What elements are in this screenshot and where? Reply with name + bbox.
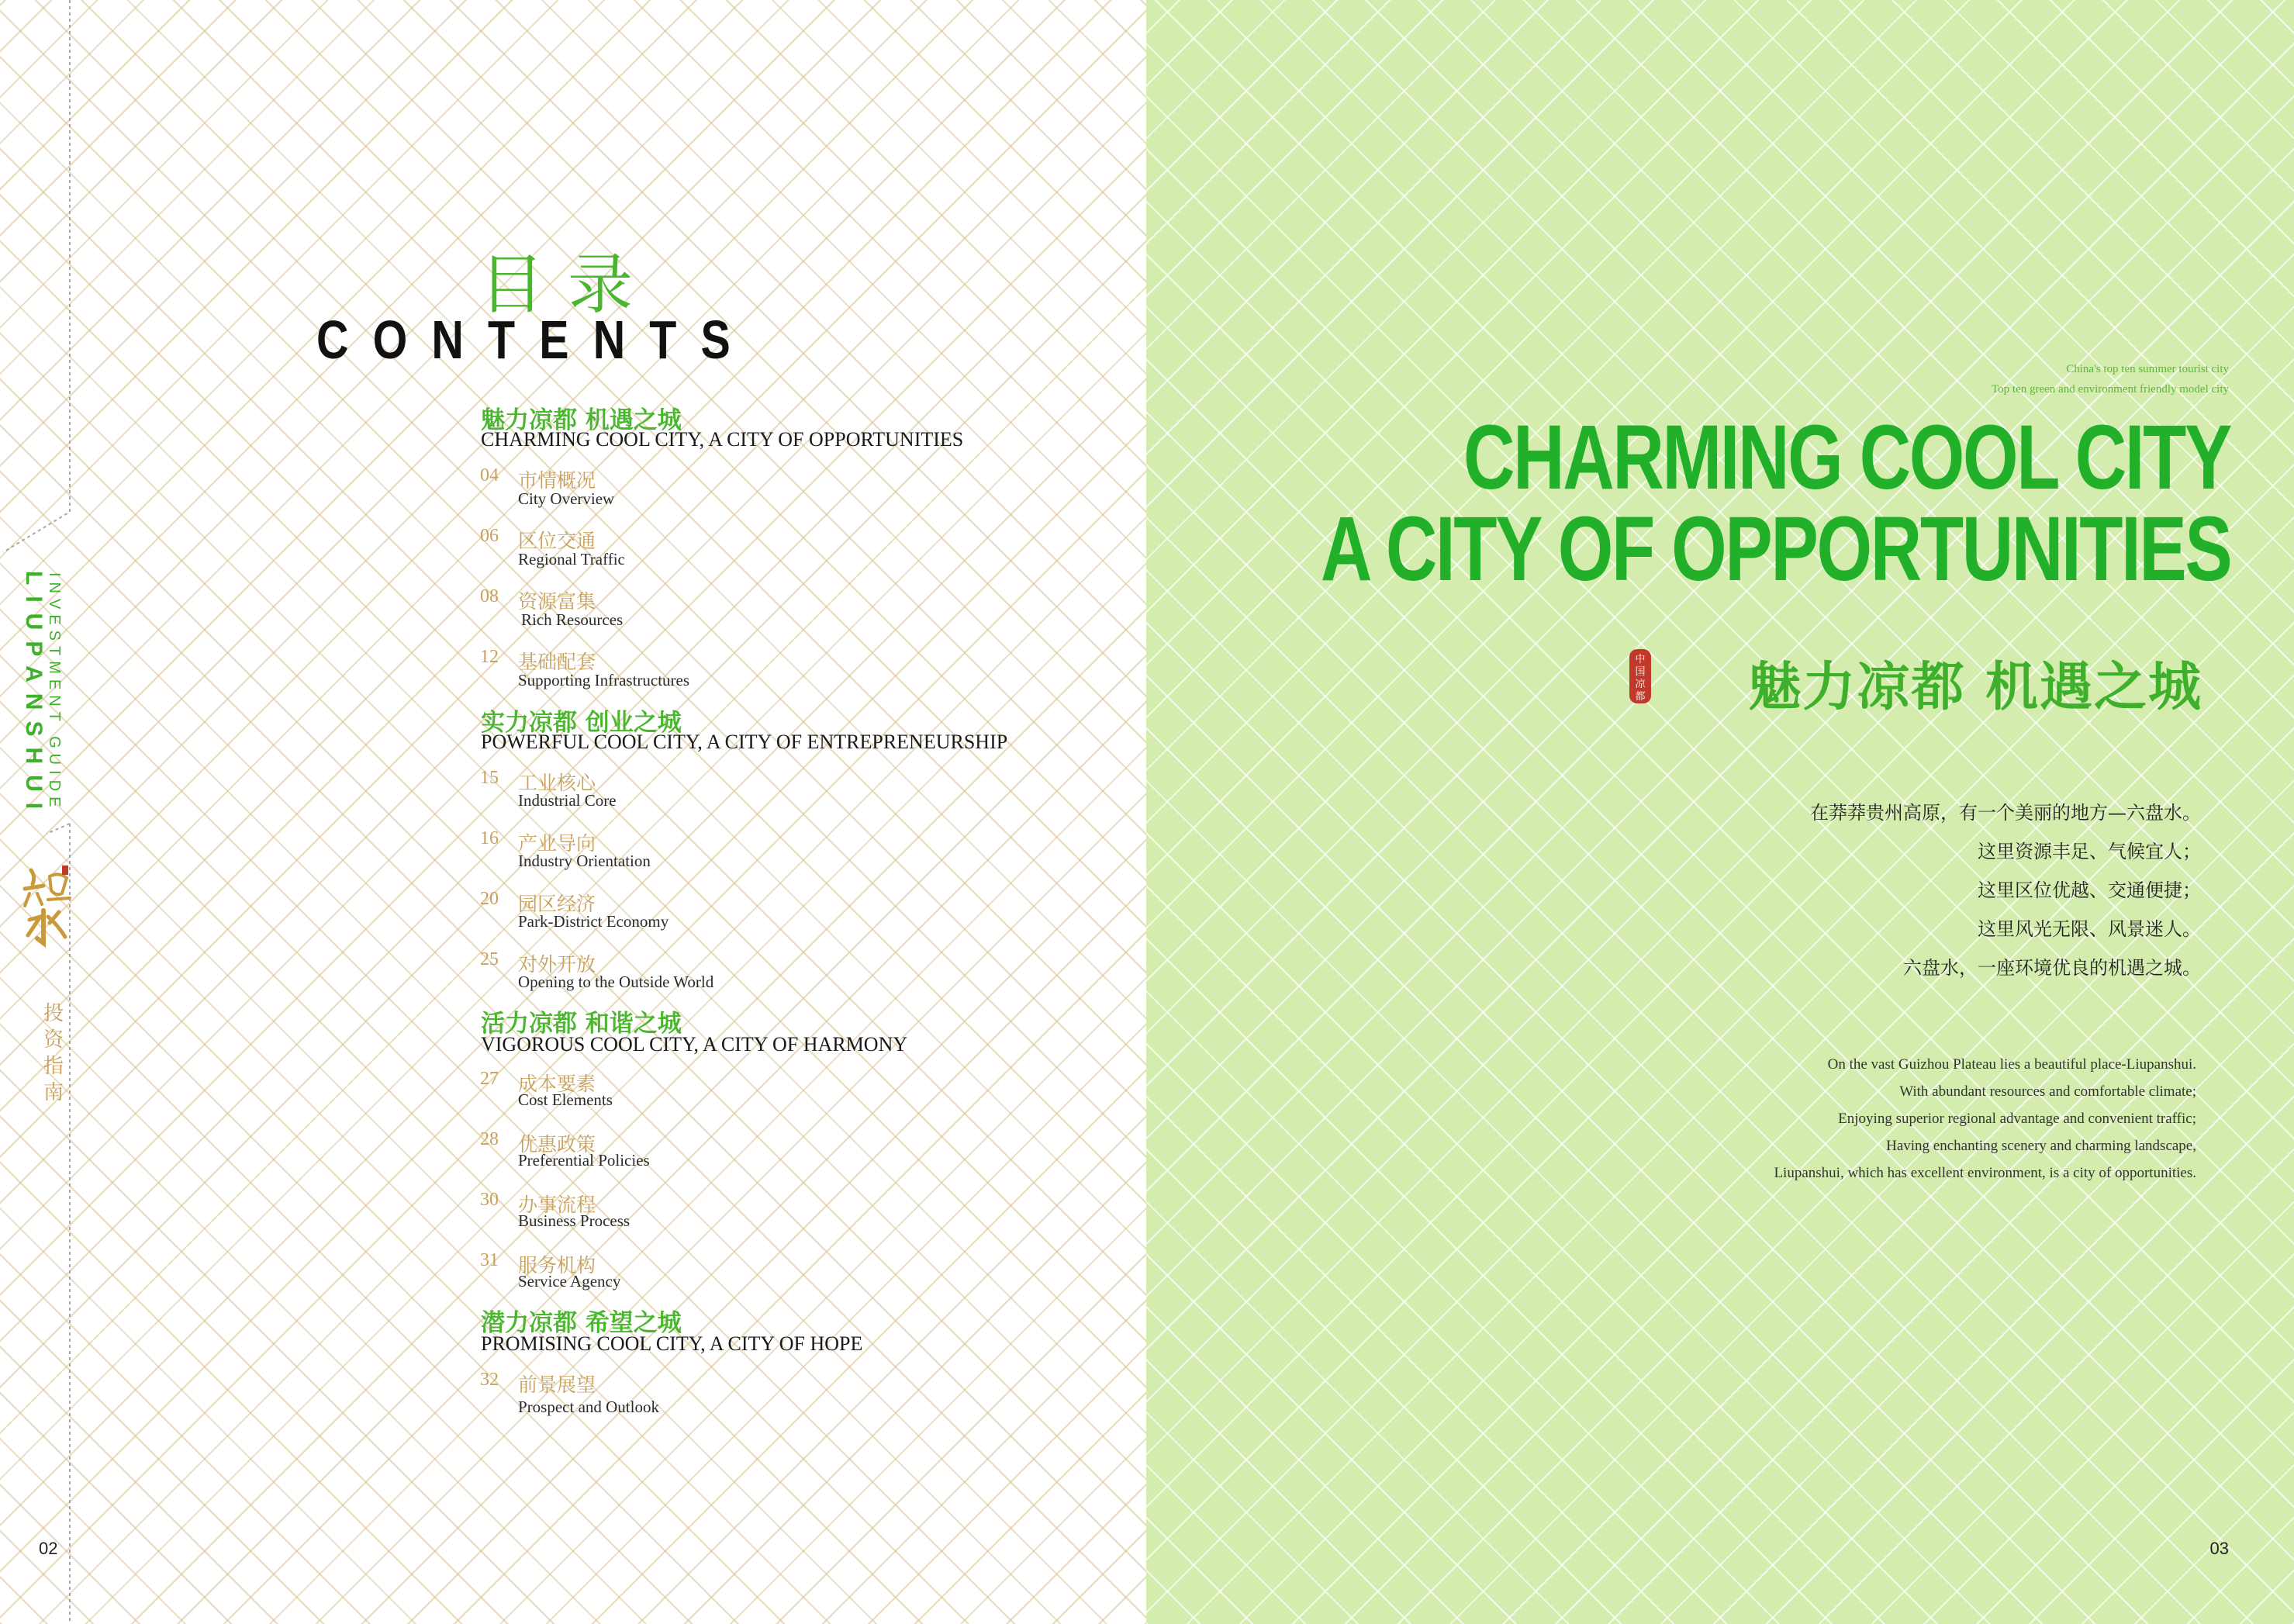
section-title-cn[interactable]: 潜力凉都 希望之城 [481,1309,682,1337]
intro-cn-line: 这里资源丰足、气候宜人； [1978,841,2201,862]
intro-en-line: On the vast Guizhou Plateau lies a beautiful place-Liupanshui. [1827,1056,2196,1073]
toc-item-cn[interactable]: 优惠政策 [518,1133,596,1156]
toc-item-cn[interactable]: 前景展望 [518,1373,596,1396]
section-title-en[interactable]: PROMISING COOL CITY, A CITY OF HOPE [481,1332,863,1355]
headline-line-1: CHARMING COOL CITY [1463,406,2230,509]
section-title-cn[interactable]: 魅力凉都 机遇之城 [481,406,682,434]
toc-item-en[interactable]: Industry Orientation [518,852,651,870]
toc-item-cn[interactable]: 园区经济 [518,893,596,915]
toc-item-page: 08 [480,586,499,606]
toc-item-page: 32 [480,1370,499,1390]
page-number-right: 03 [2209,1539,2229,1558]
tagline-summer-city: China's top ten summer tourist city [2066,363,2229,375]
spine-chinese-char: 指 [43,1055,64,1078]
right-page [1146,0,2294,1624]
section-title-en[interactable]: CHARMING COOL CITY, A CITY OF OPPORTUNITIES [481,428,964,451]
toc-item-page: 04 [480,465,499,485]
intro-en-line: Having enchanting scenery and charming landscape, [1886,1138,2196,1154]
spine-chinese-char: 资 [43,1028,64,1052]
spine-chinese-char: 投 [43,1002,64,1025]
toc-item-en[interactable]: Service Agency [518,1272,621,1291]
toc-item-page: 12 [480,647,499,667]
toc-item-cn[interactable]: 成本要素 [518,1073,596,1095]
toc-title-english: CONTENTS [316,309,755,370]
toc-item-en[interactable]: Business Process [518,1211,631,1230]
intro-cn-line: 六盘水，一座环境优良的机遇之城。 [1903,957,2201,979]
toc-item-cn[interactable]: 区位交通 [518,530,596,552]
right-title-chinese: 魅力凉都 机遇之城 [1748,656,2202,718]
intro-cn-line: 在莽莽贵州高原，有一个美丽的地方—六盘水。 [1810,802,2201,824]
toc-item-en[interactable]: Supporting Infrastructures [518,671,690,689]
toc-item-en[interactable]: Opening to the Outside World [518,973,714,991]
intro-en-line: With abundant resources and comfortable climate; [1899,1083,2196,1100]
section-title-en[interactable]: POWERFUL COOL CITY, A CITY OF ENTREPRENEURSHIP [481,731,1008,753]
intro-cn-line: 这里区位优越、交通便捷； [1978,879,2201,901]
toc-item-page: 25 [480,949,499,969]
toc-item-en[interactable]: Park-District Economy [518,912,669,931]
toc-item-page: 15 [480,768,499,788]
svg-text:中: 中 [1635,654,1646,665]
toc-item-en[interactable]: Rich Resources [521,610,624,629]
toc-item-page: 06 [480,526,499,546]
toc-item-cn[interactable]: 办事流程 [518,1194,596,1216]
section-title-cn[interactable]: 活力凉都 和谐之城 [481,1010,682,1038]
toc-item-en[interactable]: Industrial Core [518,791,617,810]
toc-item-cn[interactable]: 工业核心 [518,772,596,794]
toc-item-cn[interactable]: 市情概况 [518,469,596,492]
toc-item-en[interactable]: Prospect and Outlook [518,1398,659,1416]
section-title-en[interactable]: VIGOROUS COOL CITY, A CITY OF HARMONY [481,1033,908,1056]
intro-en-line: Liupanshui, which has excellent environment, is a city of opportunities. [1774,1165,2196,1181]
intro-cn-line: 这里风光无限、风景迷人。 [1978,918,2201,940]
svg-text:都: 都 [1635,691,1646,703]
toc-item-page: 16 [480,828,499,848]
china-cool-city-seal [1629,648,1652,704]
toc-item-cn[interactable]: 对外开放 [518,953,596,976]
toc-item-en[interactable]: Regional Traffic [518,550,625,568]
svg-text:凉: 凉 [1635,679,1646,690]
toc-item-en[interactable]: Preferential Policies [518,1151,650,1170]
toc-item-en[interactable]: City Overview [518,489,615,508]
spine-subtitle: INVESTMENT GUIDE [46,572,63,813]
toc-item-cn[interactable]: 服务机构 [518,1254,596,1277]
tagline-green-city: Top ten green and environment friendly model city [1992,383,2229,396]
left-page [0,0,1146,1624]
page-number-left: 02 [39,1539,58,1558]
toc-item-page: 27 [480,1069,499,1089]
spine-chinese-label [40,1000,67,1106]
toc-item-page: 31 [480,1250,499,1270]
liupanshui-calligraphy-logo [20,862,74,948]
spine-chinese-char: 南 [43,1081,64,1104]
headline-line-2: A CITY OF OPPORTUNITIES [1320,498,2230,600]
toc-item-cn[interactable]: 基础配套 [518,651,596,673]
toc-item-page: 20 [480,889,499,909]
toc-title-chinese: 目录 [479,247,657,323]
toc-item-cn[interactable]: 产业导向 [518,832,596,855]
toc-item-page: 28 [480,1129,499,1149]
spine-title: LIUPANSHUI [21,571,47,821]
intro-en-line: Enjoying superior regional advantage and convenient traffic; [1838,1111,2196,1127]
toc-item-page: 30 [480,1190,499,1210]
svg-text:国: 国 [1635,666,1646,678]
toc-item-en[interactable]: Cost Elements [518,1090,613,1109]
toc-item-cn[interactable]: 资源富集 [518,590,596,613]
section-title-cn[interactable]: 实力凉都 创业之城 [481,709,682,737]
